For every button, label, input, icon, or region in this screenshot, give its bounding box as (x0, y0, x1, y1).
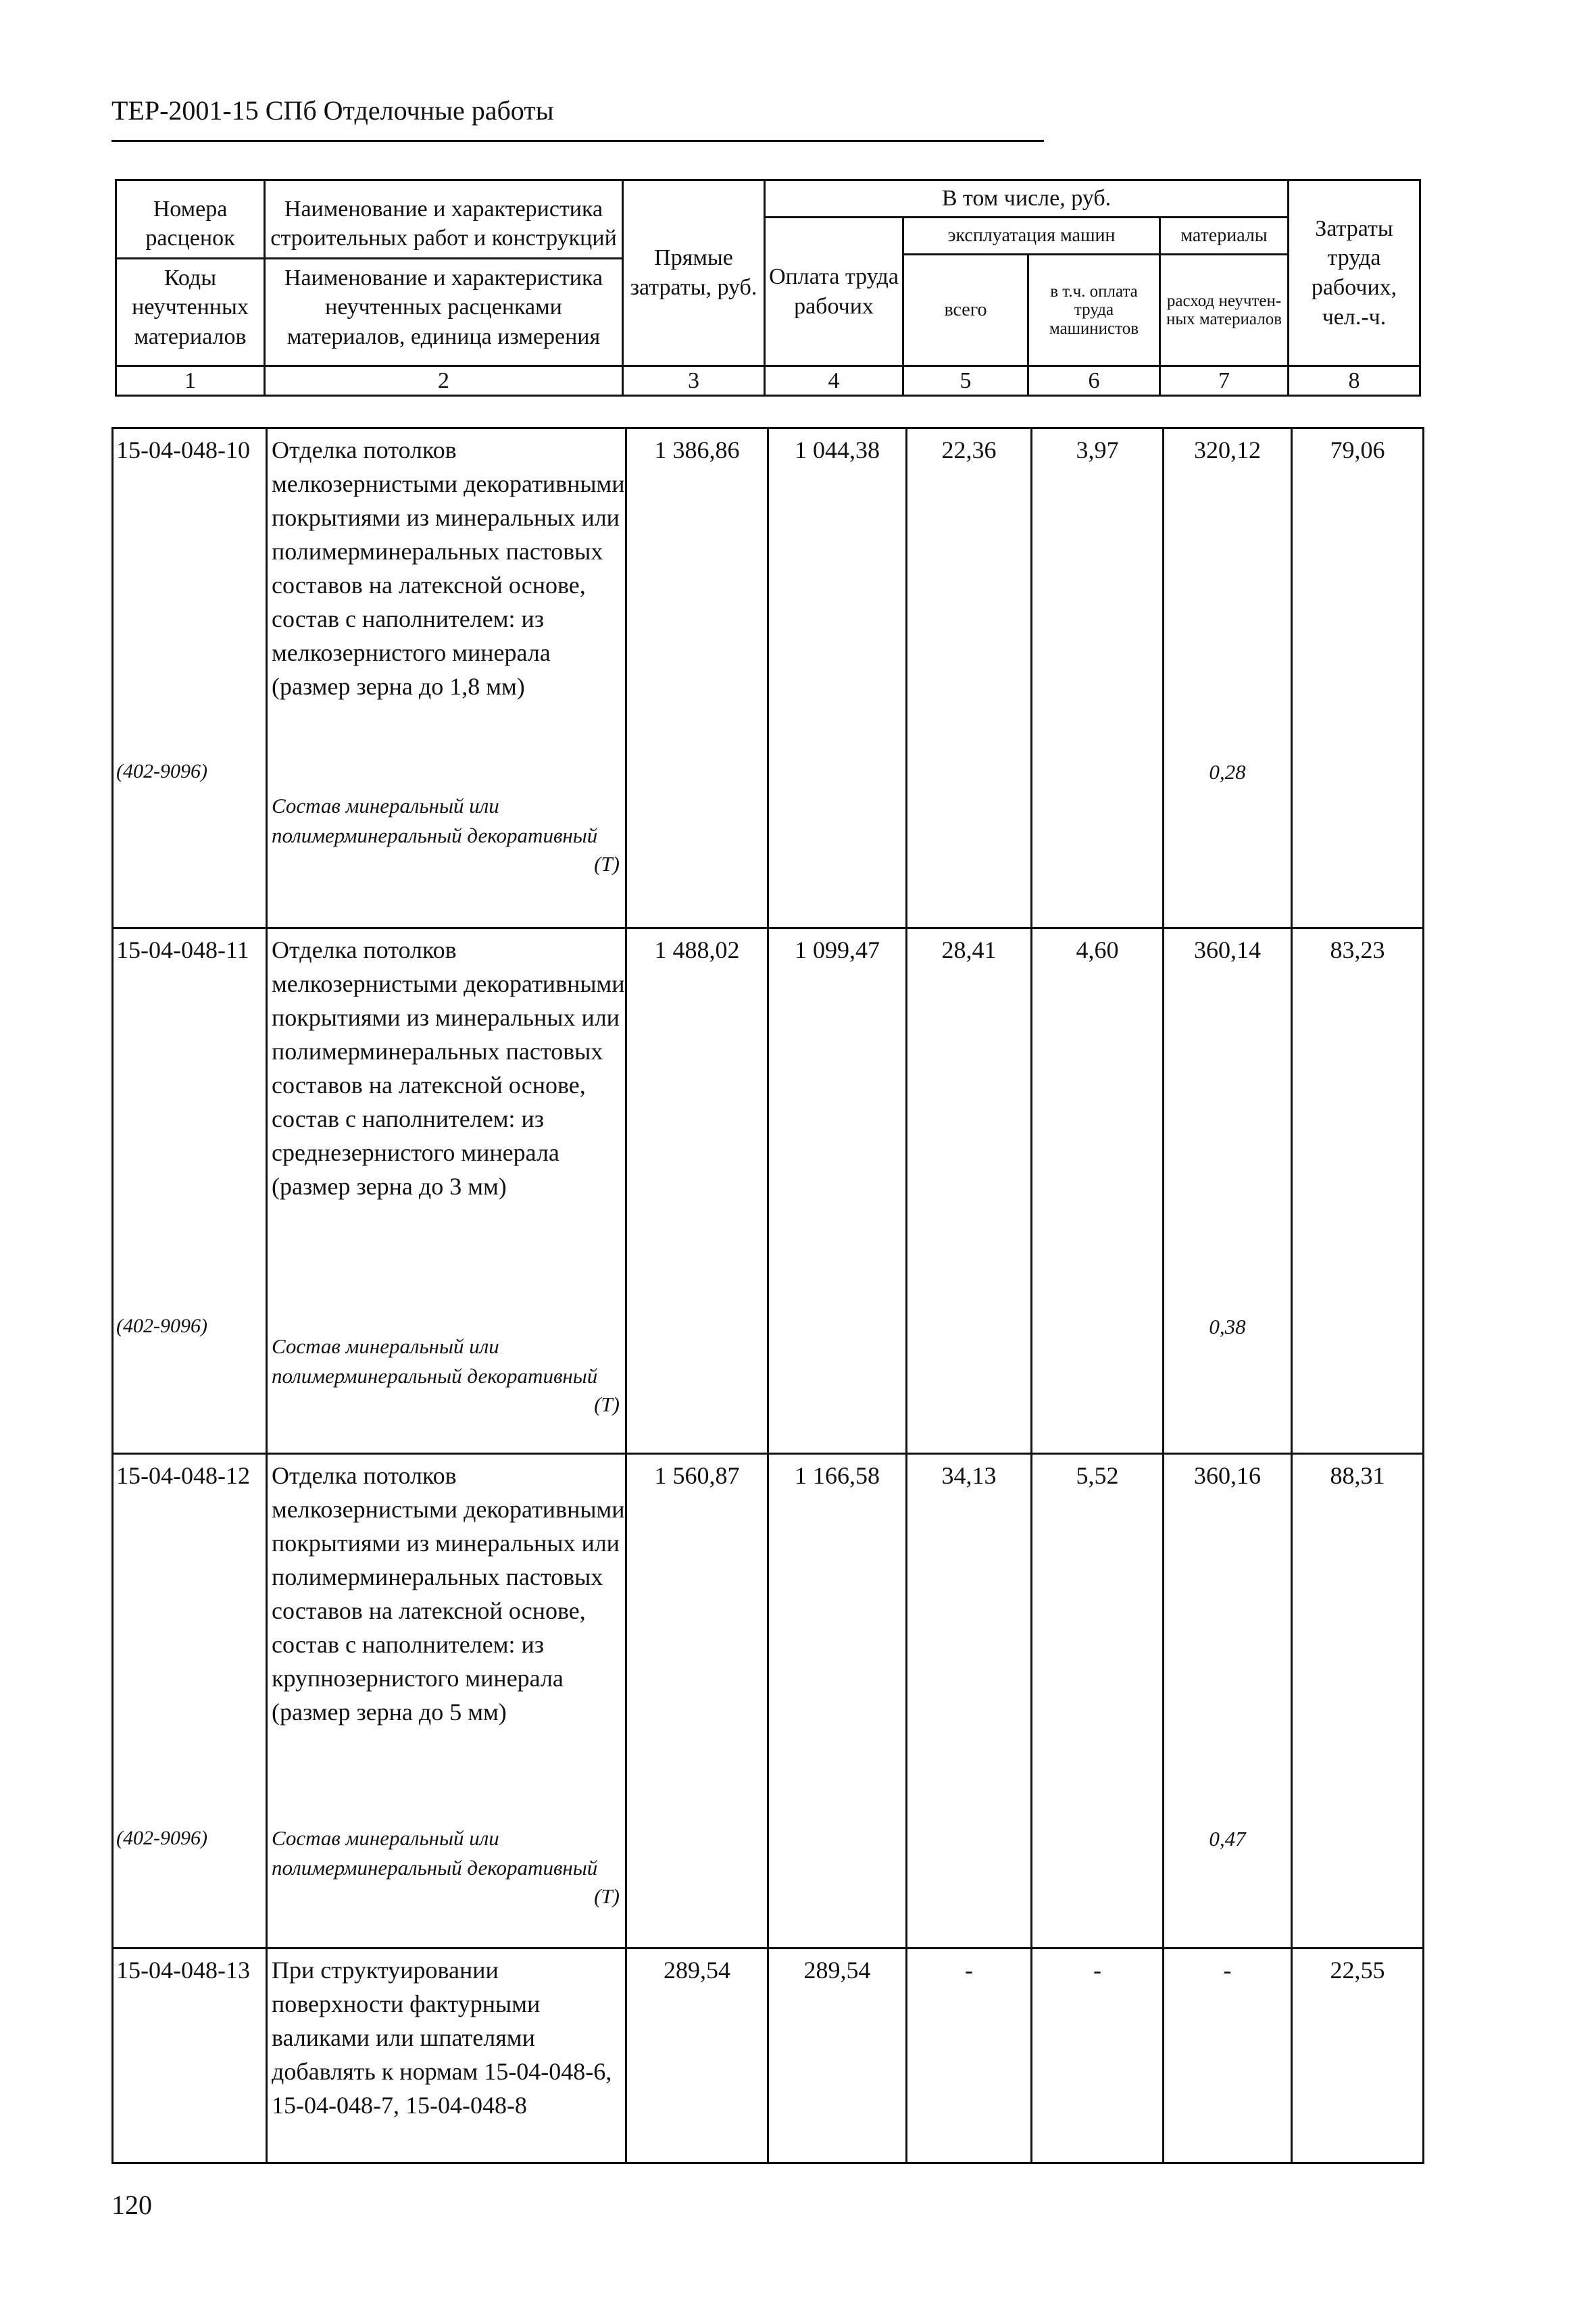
materials-cell (1164, 428, 1292, 928)
header-num-8: 8 (1289, 366, 1420, 396)
header-col4: Оплата труда рабочих (765, 218, 903, 366)
machine-costs-total: 34,13 (907, 1454, 1032, 1948)
header-col7: расход неучтен-ных материалов (1160, 255, 1289, 366)
table-row (113, 928, 1424, 1454)
rate-name-cell (267, 1454, 626, 1948)
header-col1-bottom: Коды неучтенных материалов (132, 265, 249, 349)
header-num-3: 3 (623, 366, 765, 396)
header-col1 (116, 180, 265, 366)
rate-name: Отделка потолков мелкозернистыми декоративными покрытиями из минеральных или полимерминеральных пастовых составов на латексной основе, состав с наполнителем: из мелкозернистого минерала (размер зерна до 1,8 мм) (272, 436, 625, 700)
header-col1-top: Номера расценок (117, 191, 264, 259)
material-code: (402-9096) (116, 1827, 207, 1849)
rate-name: Отделка потолков мелкозернистыми декоративными покрытиями из минеральных или полимерминеральных пастовых составов на латексной основе, состав с наполнителем: из крупнозернистого минерала (размер зерна до 5 мм) (272, 1462, 625, 1726)
rate-code: 15-04-048-11 (116, 936, 249, 963)
material-quantity: 0,38 (1209, 1315, 1246, 1338)
material-code: (402-9096) (116, 1315, 207, 1337)
rate-code-cell (113, 928, 267, 1454)
labor-costs: 1 044,38 (768, 428, 907, 928)
header-col2-bottom: Наименование и характеристика неучтенных расценками материалов, единица измерения (284, 265, 603, 349)
machine-operator-labor: 3,97 (1032, 428, 1164, 928)
page-number: 120 (111, 2190, 152, 2220)
title-rule (111, 140, 1044, 142)
header-col8: Затраты труда рабочих, чел.-ч. (1289, 180, 1420, 366)
material-code: (402-9096) (116, 760, 207, 782)
rate-name-cell (267, 428, 626, 928)
rate-code: 15-04-048-10 (116, 436, 250, 463)
machine-costs-total: - (907, 1948, 1032, 2163)
machine-operator-labor: 4,60 (1032, 928, 1164, 1454)
labor-hours: 22,55 (1292, 1948, 1424, 2163)
rate-code: 15-04-048-13 (116, 1957, 250, 1984)
header-col2-top: Наименование и характеристика строительных работ и конструкций (266, 191, 622, 259)
machine-costs-total: 28,41 (907, 928, 1032, 1454)
machine-operator-labor: - (1032, 1948, 1164, 2163)
labor-hours: 88,31 (1292, 1454, 1424, 1948)
machine-costs-total: 22,36 (907, 428, 1032, 928)
rate-name-cell (267, 928, 626, 1454)
material-unit: (Т) (594, 1392, 620, 1416)
material-name: Состав минеральный или полимерминеральный декоративный (272, 794, 598, 847)
labor-hours: 83,23 (1292, 928, 1424, 1454)
labor-costs: 1 099,47 (768, 928, 907, 1454)
rate-name-cell (267, 1948, 626, 2163)
document-title: ТЕР-2001-15 СПб Отделочные работы (111, 95, 554, 126)
material-name: Состав минеральный или полимерминеральный декоративный (272, 1334, 598, 1388)
material-quantity: 0,47 (1209, 1827, 1246, 1851)
rate-name: Отделка потолков мелкозернистыми декоративными покрытиями из минеральных или полимерминеральных пастовых составов на латексной основе, состав с наполнителем: из среднезернистого минерала (размер зерна до 3 мм) (272, 936, 625, 1200)
material-quantity: 0,28 (1209, 760, 1246, 784)
labor-costs: 289,54 (768, 1948, 907, 2163)
header-num-5: 5 (903, 366, 1028, 396)
rates-table (111, 427, 1424, 2164)
materials-cell (1164, 1454, 1292, 1948)
header-col2 (265, 180, 623, 366)
direct-costs: 1 560,87 (626, 1454, 768, 1948)
rate-code-cell (113, 428, 267, 928)
header-materials: материалы (1160, 218, 1289, 255)
material-name: Состав минеральный или полимерминеральный декоративный (272, 1826, 598, 1880)
rate-name: При структуировании поверхности фактурными валиками или шпателями добавлять к нормам 15-04-048-6, 15-04-048-7, 15-04-048-8 (272, 1957, 612, 2119)
materials-cost: 360,14 (1194, 936, 1261, 963)
table-row (113, 1948, 1424, 2163)
materials-cost: 360,16 (1194, 1462, 1261, 1489)
materials-cell (1164, 928, 1292, 1454)
header-col3: Прямые затраты, руб. (623, 180, 765, 366)
labor-hours: 79,06 (1292, 428, 1424, 928)
direct-costs: 1 386,86 (626, 428, 768, 928)
material-unit: (Т) (594, 852, 620, 876)
header-machines: эксплуатация машин (903, 218, 1160, 255)
table-row (113, 428, 1424, 928)
rate-code-cell (113, 1454, 267, 1948)
table-header (115, 179, 1421, 397)
header-num-7: 7 (1160, 366, 1289, 396)
rate-code: 15-04-048-12 (116, 1462, 250, 1489)
header-col5: всего (903, 255, 1028, 366)
header-num-2: 2 (265, 366, 623, 396)
materials-cost: 320,12 (1194, 436, 1261, 463)
table-row (113, 1454, 1424, 1948)
materials-cost: - (1164, 1948, 1292, 2163)
direct-costs: 289,54 (626, 1948, 768, 2163)
rate-code-cell (113, 1948, 267, 2163)
header-num-1: 1 (116, 366, 265, 396)
direct-costs: 1 488,02 (626, 928, 768, 1454)
header-num-6: 6 (1028, 366, 1160, 396)
header-num-4: 4 (765, 366, 903, 396)
header-col6: в т.ч. оплата труда машинистов (1028, 255, 1160, 366)
header-group: В том числе, руб. (765, 180, 1289, 218)
material-unit: (Т) (594, 1884, 620, 1908)
machine-operator-labor: 5,52 (1032, 1454, 1164, 1948)
labor-costs: 1 166,58 (768, 1454, 907, 1948)
